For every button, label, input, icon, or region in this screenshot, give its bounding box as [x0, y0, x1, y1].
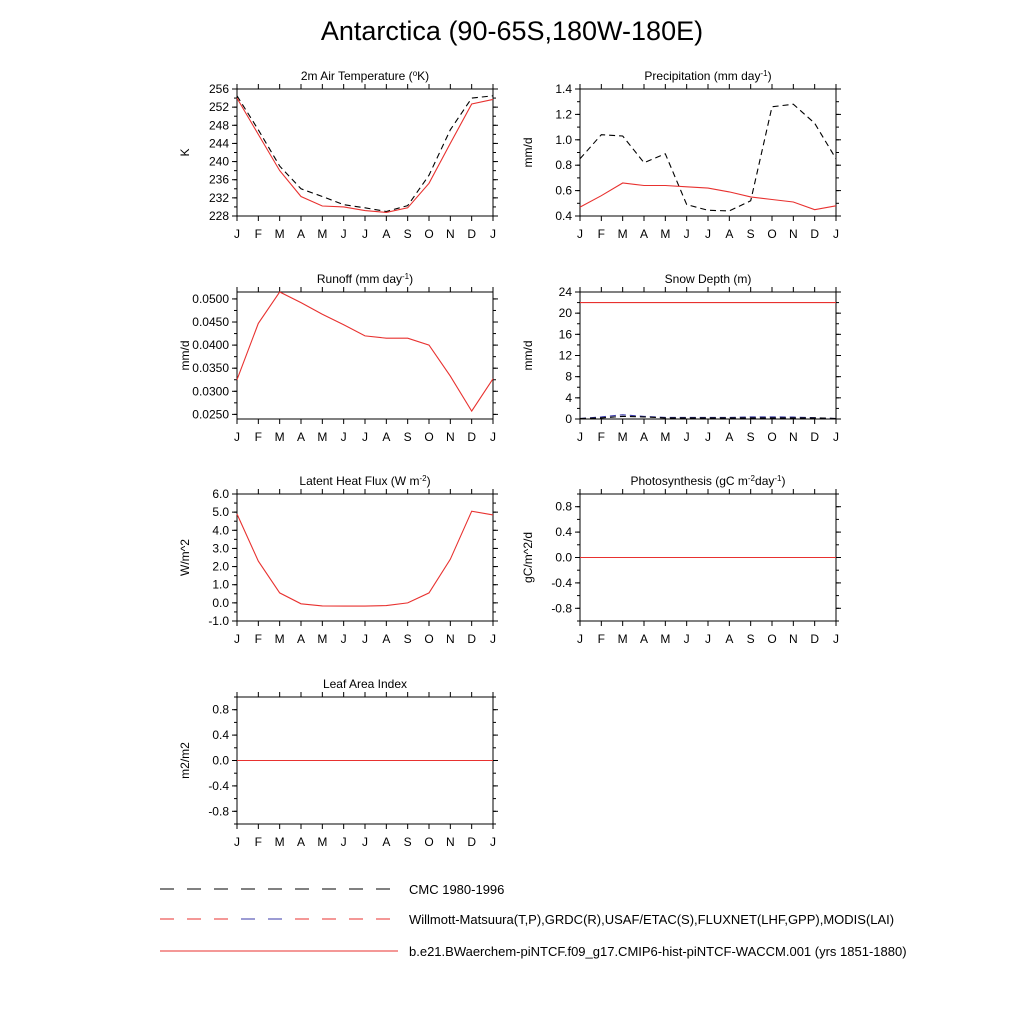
figure-title: Antarctica (90-65S,180W-180E) — [320, 16, 704, 46]
chart-precip — [521, 69, 841, 242]
x-tick-label: J — [833, 430, 839, 444]
y-tick-label: 0.4 — [555, 525, 572, 540]
x-tick-label: D — [810, 227, 820, 241]
y-axis-label: mm/d — [521, 340, 535, 371]
y-tick-label: 228 — [208, 209, 229, 223]
x-tick-label: A — [296, 227, 306, 241]
y-axis-label: m2/m2 — [178, 742, 192, 779]
x-tick-label: J — [833, 227, 839, 241]
y-tick-label: 16 — [558, 327, 572, 342]
y-tick-label: 0.0 — [555, 550, 572, 565]
y-tick-label: 0.0500 — [192, 291, 229, 306]
y-axis-label: mm/d — [521, 137, 535, 168]
x-tick-label: J — [577, 632, 583, 646]
x-tick-label: M — [660, 430, 671, 444]
x-tick-label: J — [490, 835, 496, 849]
y-tick-label: -0.4 — [208, 778, 229, 793]
x-tick-label: J — [234, 835, 240, 849]
y-tick-label: 0.0 — [212, 595, 229, 610]
x-tick-label: M — [274, 227, 285, 241]
x-tick-label: M — [317, 430, 328, 444]
y-tick-label: 256 — [208, 82, 229, 96]
chart-title: Latent Heat Flux (W $m^{-2}$) — [299, 473, 431, 488]
x-tick-label: F — [597, 430, 606, 444]
plot-frame — [237, 89, 493, 216]
y-tick-label: 6.0 — [212, 487, 229, 501]
x-tick-label: J — [833, 632, 839, 646]
legend-label: CMC 1980-1996 — [409, 882, 505, 897]
y-tick-label: 0.6 — [555, 183, 572, 198]
y-tick-label: 244 — [208, 136, 229, 151]
x-tick-label: S — [403, 227, 412, 241]
y-tick-label: 0.0250 — [192, 407, 229, 422]
y-tick-label: 1.2 — [555, 107, 572, 122]
plot-frame — [237, 292, 493, 419]
y-tick-label: 1.0 — [555, 132, 572, 147]
legend — [160, 882, 907, 959]
chart-photosynthesis — [521, 474, 841, 647]
y-tick-label: 24 — [558, 285, 572, 299]
x-tick-label: O — [424, 835, 434, 849]
legend-label: Willmott-Matsuura(T,P),GRDC(R),USAF/ETAC(S),FLUXNET(LHF,GPP),MODIS(LAI) — [409, 912, 895, 927]
y-tick-label: -0.8 — [551, 601, 572, 616]
series-line-0 — [580, 415, 836, 419]
y-axis-label: W/m^2 — [178, 539, 192, 576]
x-tick-label: N — [445, 835, 455, 849]
x-tick-label: M — [274, 430, 285, 444]
chart-title: Precipitation (mm day$^{-1}$) — [644, 68, 772, 83]
chart-air-temp — [178, 69, 498, 242]
x-tick-label: N — [445, 227, 455, 241]
x-tick-label: A — [725, 227, 734, 241]
x-tick-label: A — [382, 430, 391, 444]
plot-frame — [580, 89, 836, 216]
x-tick-label: O — [767, 632, 777, 646]
x-tick-label: D — [467, 835, 477, 849]
y-tick-label: 0.8 — [212, 702, 229, 717]
x-tick-label: O — [424, 430, 434, 444]
y-tick-label: 0.0350 — [192, 361, 229, 376]
x-tick-label: J — [490, 632, 496, 646]
chart-lai — [178, 677, 498, 849]
x-tick-label: O — [767, 227, 777, 241]
chart-runoff — [178, 272, 498, 445]
x-tick-label: M — [317, 632, 328, 646]
x-tick-label: A — [296, 632, 306, 646]
x-tick-label: D — [467, 430, 477, 444]
series-line-1 — [580, 416, 836, 418]
y-tick-label: 0.0300 — [192, 384, 229, 399]
y-tick-label: 0.4 — [212, 728, 229, 743]
y-tick-label: 232 — [208, 190, 229, 205]
chart-title: 2m Air Temperature ($^o$K) — [300, 68, 430, 83]
x-tick-label: J — [340, 632, 347, 646]
x-tick-label: A — [639, 227, 649, 241]
y-tick-label: 236 — [208, 172, 229, 187]
y-tick-label: 1.0 — [212, 577, 229, 592]
x-tick-label: F — [254, 632, 263, 646]
x-tick-label: M — [317, 835, 328, 849]
x-tick-label: J — [577, 430, 583, 444]
y-tick-label: 248 — [208, 118, 229, 133]
y-tick-label: 0.8 — [555, 158, 572, 173]
x-tick-label: S — [403, 835, 412, 849]
y-axis-label: mm/d — [178, 340, 192, 371]
y-tick-label: 4 — [565, 390, 572, 405]
x-tick-label: S — [403, 632, 412, 646]
y-tick-label: 2.0 — [212, 559, 229, 574]
x-tick-label: O — [767, 430, 777, 444]
x-tick-label: M — [617, 430, 628, 444]
y-tick-label: 20 — [558, 306, 572, 321]
chart-panels — [178, 69, 841, 850]
x-tick-label: O — [424, 632, 434, 646]
x-tick-label: N — [788, 632, 798, 646]
x-tick-label: J — [490, 227, 496, 241]
x-tick-label: S — [403, 430, 412, 444]
y-tick-label: 8 — [565, 369, 572, 384]
x-tick-label: F — [254, 835, 263, 849]
series-line-0 — [237, 511, 493, 606]
x-tick-label: D — [467, 632, 477, 646]
x-tick-label: J — [340, 430, 347, 444]
y-tick-label: 0.0450 — [192, 315, 229, 330]
y-tick-label: 12 — [558, 348, 572, 363]
legend-item-0 — [160, 882, 504, 897]
x-tick-label: D — [467, 227, 477, 241]
y-tick-label: 0.0400 — [192, 338, 229, 353]
x-tick-label: J — [362, 632, 368, 646]
x-tick-label: J — [490, 430, 496, 444]
x-tick-label: J — [362, 227, 368, 241]
series-line-0 — [237, 96, 493, 212]
chart-title: Snow Depth (m) — [664, 272, 752, 286]
series-line-0 — [580, 104, 836, 211]
legend-item-2 — [160, 944, 907, 959]
x-tick-label: S — [746, 430, 755, 444]
x-tick-label: J — [705, 430, 711, 444]
x-tick-label: M — [617, 632, 628, 646]
x-tick-label: N — [788, 430, 798, 444]
x-tick-label: A — [639, 632, 649, 646]
x-tick-label: M — [660, 227, 671, 241]
x-tick-label: A — [296, 430, 306, 444]
x-tick-label: A — [382, 632, 391, 646]
x-tick-label: J — [705, 632, 711, 646]
series-line-1 — [237, 98, 493, 212]
y-tick-label: 0 — [565, 412, 572, 426]
x-tick-label: N — [445, 430, 455, 444]
series-line-1 — [580, 183, 836, 210]
x-tick-label: M — [660, 632, 671, 646]
plot-frame — [237, 494, 493, 621]
x-tick-label: J — [683, 632, 690, 646]
y-axis-label: K — [178, 148, 192, 157]
x-tick-label: J — [683, 430, 690, 444]
y-tick-label: 0.8 — [555, 499, 572, 514]
x-tick-label: M — [274, 632, 285, 646]
x-tick-label: J — [234, 632, 240, 646]
x-tick-label: D — [810, 632, 820, 646]
y-tick-label: 0.4 — [555, 209, 572, 223]
x-tick-label: J — [683, 227, 690, 241]
x-tick-label: J — [340, 227, 347, 241]
x-tick-label: M — [317, 227, 328, 241]
x-tick-label: J — [362, 835, 368, 849]
x-tick-label: J — [234, 227, 240, 241]
x-tick-label: S — [746, 227, 755, 241]
chart-latent-heat — [178, 474, 498, 647]
y-tick-label: -0.8 — [208, 804, 229, 819]
chart-title: Leaf Area Index — [322, 677, 408, 691]
chart-snow-depth — [521, 272, 841, 444]
x-tick-label: J — [362, 430, 368, 444]
x-tick-label: A — [382, 835, 391, 849]
y-axis-label: gC/m^2/d — [521, 532, 535, 583]
y-tick-label: -1.0 — [208, 614, 229, 628]
x-tick-label: M — [617, 227, 628, 241]
x-tick-label: F — [254, 227, 263, 241]
x-tick-label: A — [296, 835, 306, 849]
x-tick-label: J — [340, 835, 347, 849]
x-tick-label: D — [810, 430, 820, 444]
x-tick-label: J — [705, 227, 711, 241]
x-tick-label: M — [274, 835, 285, 849]
x-tick-label: A — [639, 430, 649, 444]
x-tick-label: N — [445, 632, 455, 646]
plot-frame — [580, 292, 836, 419]
x-tick-label: F — [254, 430, 263, 444]
y-tick-label: 1.4 — [555, 82, 572, 96]
y-tick-label: 4.0 — [212, 523, 229, 538]
chart-title: Photosynthesis (gC $m^{-2}day^{-1}$) — [630, 473, 786, 488]
y-tick-label: -0.4 — [551, 575, 572, 590]
x-tick-label: F — [597, 227, 606, 241]
y-tick-label: 252 — [208, 100, 229, 115]
y-tick-label: 3.0 — [212, 541, 229, 556]
x-tick-label: A — [382, 227, 391, 241]
x-tick-label: A — [725, 632, 734, 646]
y-tick-label: 0.0 — [212, 753, 229, 768]
legend-label: b.e21.BWaerchem-piNTCF.f09_g17.CMIP6-hist-piNTCF-WACCM.001 (yrs 1851-1880) — [409, 944, 907, 959]
chart-title: Runoff (mm day$^{-1}$) — [316, 271, 414, 286]
x-tick-label: J — [234, 430, 240, 444]
x-tick-label: N — [788, 227, 798, 241]
x-tick-label: A — [725, 430, 734, 444]
y-tick-label: 5.0 — [212, 505, 229, 520]
x-tick-label: J — [577, 227, 583, 241]
x-tick-label: O — [424, 227, 434, 241]
x-tick-label: S — [746, 632, 755, 646]
series-line-0 — [237, 292, 493, 411]
x-tick-label: F — [597, 632, 606, 646]
y-tick-label: 240 — [208, 154, 229, 169]
legend-item-1 — [160, 912, 894, 927]
